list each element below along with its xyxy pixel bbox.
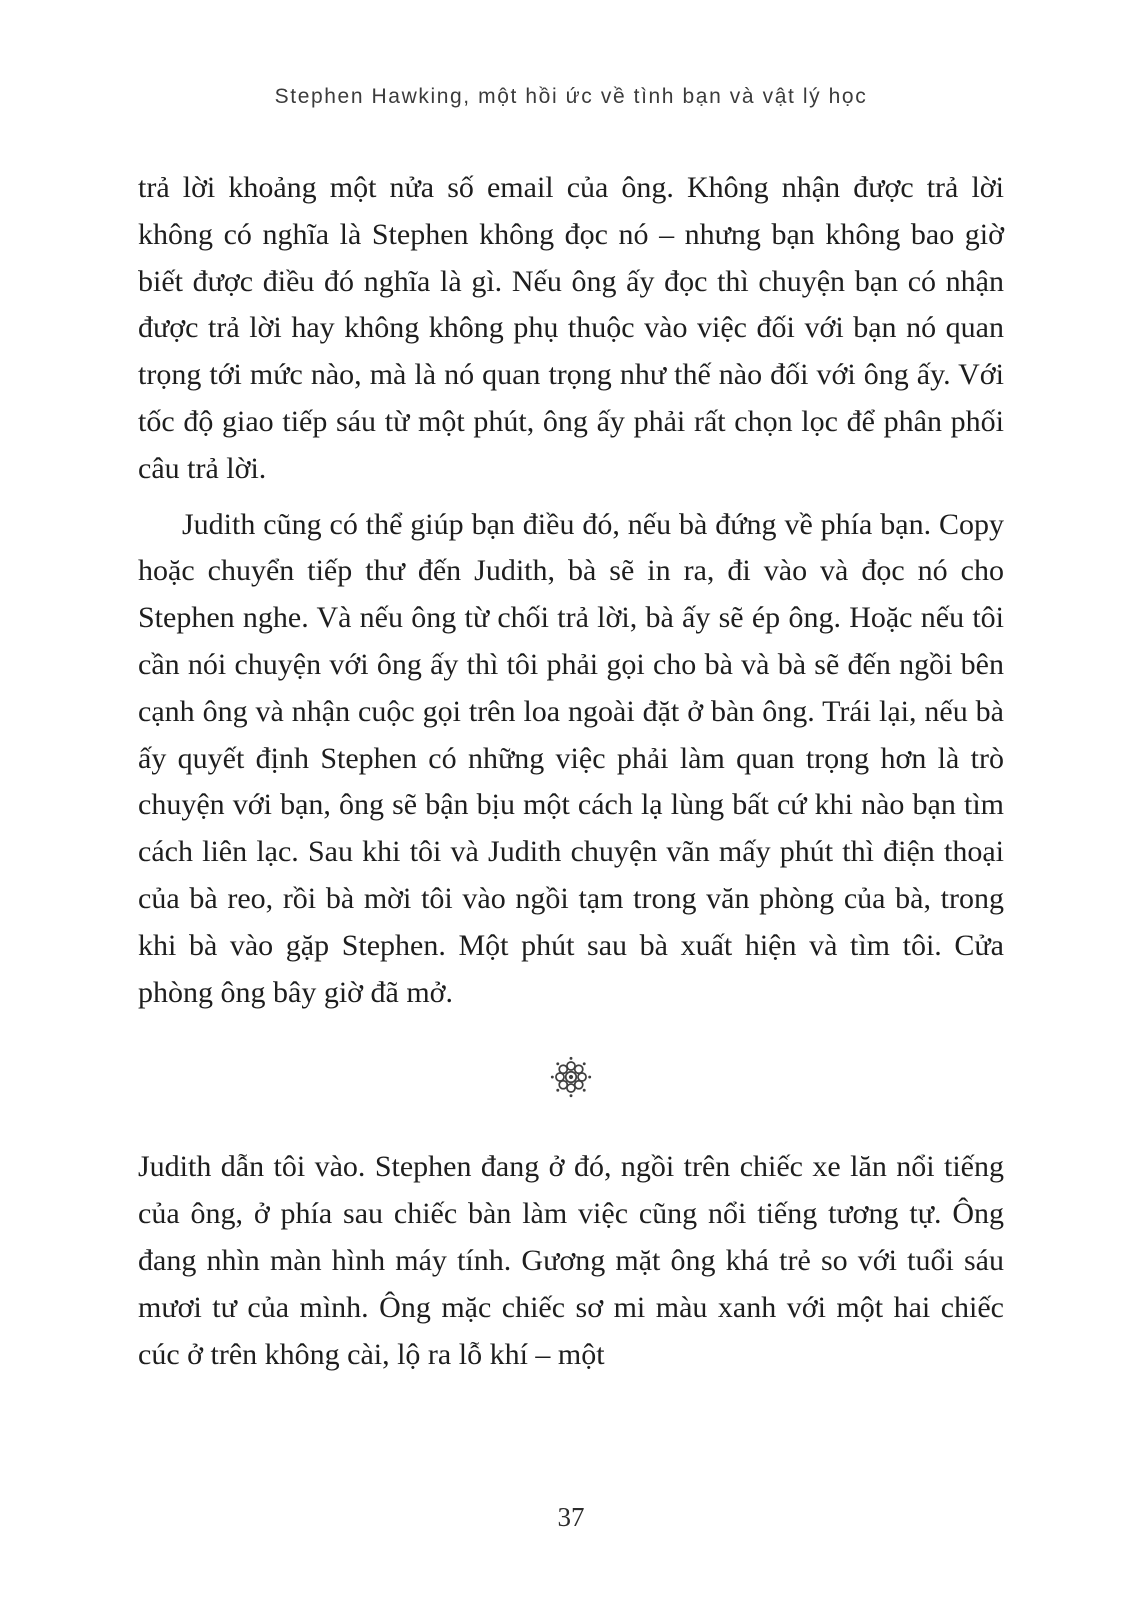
paragraph: Judith cũng có thể giúp bạn điều đó, nếu bà đứng về phía bạn. Copy hoặc chuyển tiếp thư đến Judith, bà sẽ in ra, đi vào và đọc nó cho Stephen nghe. Và nếu ông từ chối trả lời, bà ấy sẽ ép ông. Hoặc nếu tôi cần nói chuyện với ông ấy thì tôi phải gọi cho bà và bà sẽ đến ngồi bên cạnh ông và nhận cuộc gọi trên loa ngoài đặt ở bàn ông. Trái lại, nếu bà ấy quyết định Stephen có những việc phải làm quan trọng hơn là trò chuyện với bạn, ông sẽ bận bịu một cách lạ lùng bất cứ khi nào bạn tìm cách liên lạc. Sau khi tôi và Judith chuyện vãn mấy phút thì điện thoại của bà reo, rồi bà mời tôi vào ngồi tạm trong văn phòng của bà, trong khi bà vào gặp Stephen. Một phút sau bà xuất hiện và tìm tôi. Cửa phòng ông bây giờ đã mở. xyxy=(138,507,1004,1009)
paragraph: Judith dẫn tôi vào. Stephen đang ở đó, ngồi trên chiếc xe lăn nổi tiếng của ông, ở phía sau chiếc bàn làm việc cũng nổi tiếng tương tự. Ông đang nhìn màn hình máy tính. Gương mặt ông khá trẻ so với tuổi sáu mươi tư của mình. Ông mặc chiếc sơ mi màu xanh với một hai chiếc cúc ở trên không cài, lộ ra lỗ khí – một xyxy=(138,1150,1004,1371)
running-header: Stephen Hawking, một hồi ức về tình bạn và vật lý học xyxy=(274,85,868,108)
section-divider xyxy=(138,1054,1004,1100)
page-body xyxy=(138,165,1004,1378)
paragraph: trả lời khoảng một nửa số email của ông. Không nhận được trả lời không có nghĩa là Stephen không đọc nó – nhưng bạn không bao giờ biết được điều đó nghĩa là gì. Nếu ông ấy đọc thì chuyện bạn có nhận được trả lời hay không không phụ thuộc vào việc đối với bạn nó quan trọng tới mức nào, mà là nó quan trọng như thế nào đối với ông ấy. Với tốc độ giao tiếp sáu từ một phút, ông ấy phải rất chọn lọc để phân phối câu trả lời. xyxy=(138,171,1004,485)
page-number: 37 xyxy=(557,1502,585,1532)
rosette-fleuron-icon xyxy=(548,1074,594,1107)
